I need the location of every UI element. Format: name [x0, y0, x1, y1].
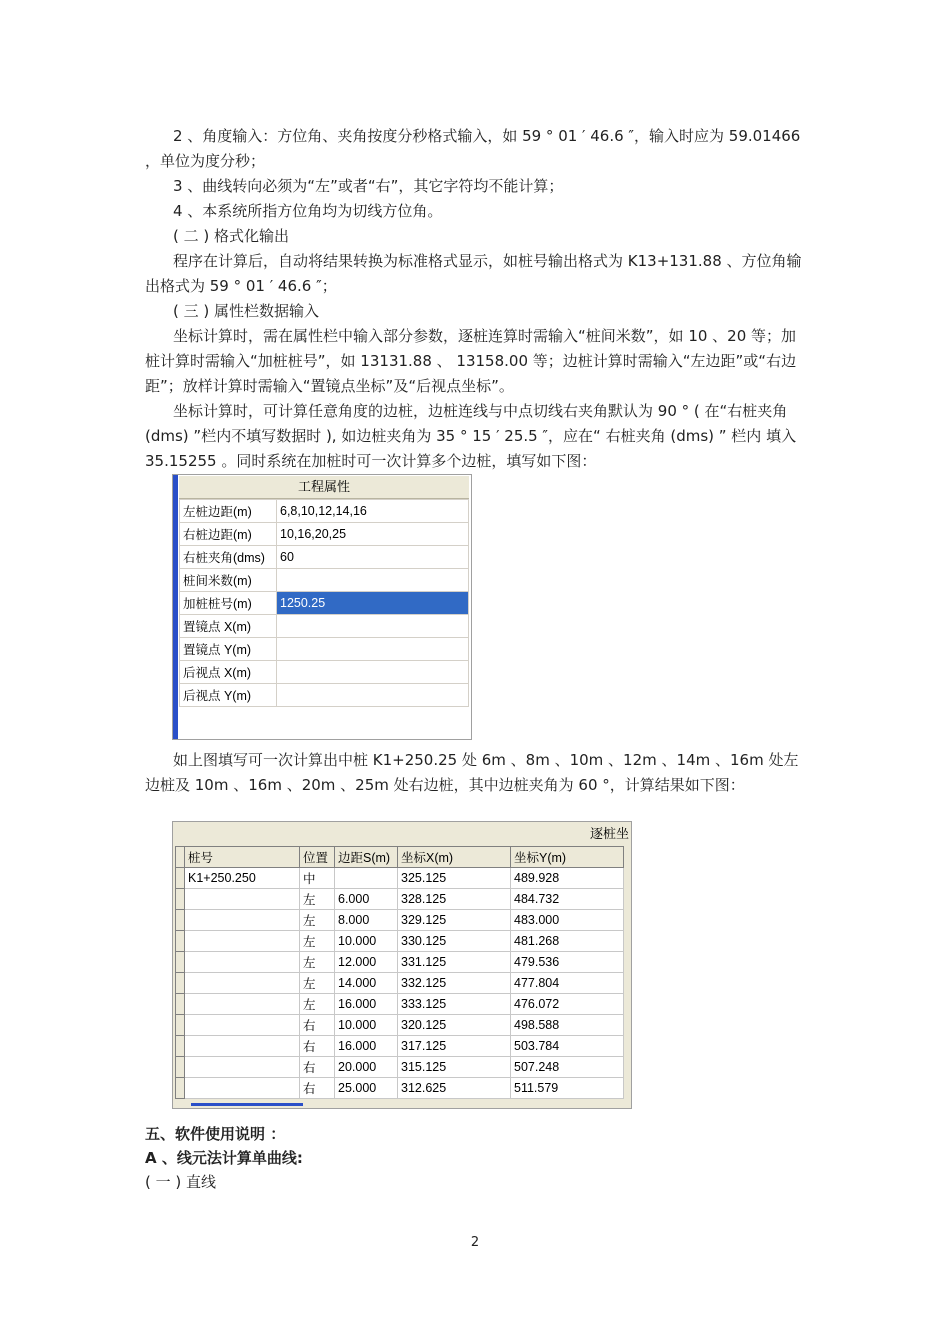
row-selector[interactable] [176, 931, 185, 952]
row-selector[interactable] [176, 952, 185, 973]
heading-property-input: ( 三 ) 属性栏数据输入 [173, 302, 320, 320]
result-table [175, 846, 624, 1099]
paragraph-side-stake: 坐标计算时，可计算任意角度的边桩，边桩连线与中点切线右夹角默认为 90 ° ( 在“右桩夹角 (dms) ”栏内不填写数据时 ), 如边桩夹角为 35 ° 15 ′ 25.5 ″，应在“ 右桩夹角 (dms) ” 栏内 填入 35.15255 。同时系统在加桩时可一次计算多个边桩，填写如下图： [145, 402, 797, 470]
cell-position: 右 [300, 1015, 335, 1036]
row-selector[interactable] [176, 1015, 185, 1036]
property-value[interactable]: 6,8,10,12,14,16 [277, 500, 469, 523]
cell-stake [185, 889, 300, 910]
table-row[interactable] [176, 1015, 624, 1036]
cell-y: 507.248 [511, 1057, 624, 1078]
property-value[interactable] [277, 638, 469, 661]
heading-software-usage: 五、软件使用说明 ： [145, 1125, 286, 1143]
row-selector[interactable] [176, 910, 185, 931]
property-row[interactable] [180, 569, 469, 592]
property-value[interactable] [277, 661, 469, 684]
table-row[interactable] [176, 994, 624, 1015]
table-row[interactable] [176, 910, 624, 931]
heading-format-output: ( 二 ) 格式化输出 [173, 227, 290, 245]
grid-title: 逐桩坐 [589, 826, 629, 841]
panel-selection-bar [173, 475, 178, 739]
row-selector[interactable] [176, 889, 185, 910]
column-header-position[interactable]: 位置 [300, 847, 335, 868]
cell-offset: 10.000 [335, 931, 398, 952]
property-key: 右桩夹角(dms) [180, 546, 277, 569]
property-value[interactable]: 1250.25 [277, 592, 469, 615]
stake-coordinate-grid [172, 821, 632, 1109]
column-header-offset[interactable]: 边距S(m) [335, 847, 398, 868]
cell-position: 中 [300, 868, 335, 889]
property-row[interactable] [180, 661, 469, 684]
cell-offset: 16.000 [335, 994, 398, 1015]
grid-scroll-indicator [191, 1103, 303, 1106]
property-value[interactable]: 60 [277, 546, 469, 569]
cell-x: 329.125 [398, 910, 511, 931]
cell-position: 右 [300, 1036, 335, 1057]
cell-offset: 12.000 [335, 952, 398, 973]
cell-position: 左 [300, 889, 335, 910]
column-header-stake[interactable]: 桩号 [185, 847, 300, 868]
property-key: 置镜点 X(m) [180, 615, 277, 638]
property-key: 桩间米数(m) [180, 569, 277, 592]
paragraph-property-input: 坐标计算时，需在属性栏中输入部分参数，逐桩连算时需输入“桩间米数”，如 10 、20 等；加桩计算时需输入“加桩桩号”，如 13131.88 、 13158.00 等；边桩计算时需输入“左边距”或“右边距”；放样计算时需输入“置镜点坐标”及“后视点坐标”。 [145, 327, 797, 395]
cell-stake [185, 1036, 300, 1057]
cell-x: 332.125 [398, 973, 511, 994]
cell-stake [185, 910, 300, 931]
property-row[interactable] [180, 592, 469, 615]
cell-x: 331.125 [398, 952, 511, 973]
cell-y: 477.804 [511, 973, 624, 994]
property-row[interactable] [180, 523, 469, 546]
paragraph-azimuth-note: 4 、本系统所指方位角均为切线方位角。 [173, 202, 443, 220]
heading-line-element-method: A 、线元法计算单曲线: [145, 1149, 303, 1167]
property-key: 后视点 Y(m) [180, 684, 277, 707]
property-table [179, 499, 469, 707]
cell-offset: 25.000 [335, 1078, 398, 1099]
property-value[interactable] [277, 684, 469, 707]
table-row[interactable] [176, 889, 624, 910]
cell-offset: 10.000 [335, 1015, 398, 1036]
cell-x: 312.625 [398, 1078, 511, 1099]
cell-offset: 14.000 [335, 973, 398, 994]
property-key: 后视点 X(m) [180, 661, 277, 684]
row-selector[interactable] [176, 994, 185, 1015]
property-key: 置镜点 Y(m) [180, 638, 277, 661]
row-selector[interactable] [176, 973, 185, 994]
result-header-row [176, 847, 624, 868]
cell-position: 左 [300, 910, 335, 931]
cell-stake [185, 1078, 300, 1099]
cell-x: 315.125 [398, 1057, 511, 1078]
cell-stake [185, 952, 300, 973]
cell-x: 325.125 [398, 868, 511, 889]
cell-position: 左 [300, 973, 335, 994]
table-row[interactable] [176, 1078, 624, 1099]
heading-straight-line: ( 一 ) 直线 [145, 1173, 217, 1191]
cell-y: 481.268 [511, 931, 624, 952]
paragraph-result-explanation: 如上图填写可一次计算出中桩 K1+250.25 处 6m 、8m 、10m 、12m 、14m 、16m 处左边桩及 10m 、16m 、20m 、25m 处右边桩，其中边桩夹角为 60 °，计算结果如下图： [145, 751, 799, 794]
cell-offset [335, 868, 398, 889]
property-row[interactable] [180, 615, 469, 638]
row-selector-header [176, 847, 185, 868]
property-row[interactable] [180, 500, 469, 523]
paragraph-angle-input: 2 、角度输入：方位角、夹角按度分秒格式输入，如 59 ° 01 ′ 46.6 ″，输入时应为 59.01466 ，单位为度分秒； [145, 127, 801, 170]
cell-y: 479.536 [511, 952, 624, 973]
property-key: 左桩边距(m) [180, 500, 277, 523]
property-value[interactable] [277, 615, 469, 638]
property-row[interactable] [180, 546, 469, 569]
table-row[interactable] [176, 868, 624, 889]
cell-x: 333.125 [398, 994, 511, 1015]
cell-offset: 20.000 [335, 1057, 398, 1078]
property-key: 加桩桩号(m) [180, 592, 277, 615]
cell-offset: 8.000 [335, 910, 398, 931]
property-panel-title: 工程属性 [179, 476, 469, 499]
paragraph-curve-direction: 3 、曲线转向必须为“左”或者“右”，其它字符均不能计算； [173, 177, 564, 195]
cell-y: 489.928 [511, 868, 624, 889]
cell-y: 503.784 [511, 1036, 624, 1057]
column-header-x[interactable]: 坐标X(m) [398, 847, 511, 868]
cell-stake [185, 1015, 300, 1036]
cell-stake [185, 973, 300, 994]
cell-y: 511.579 [511, 1078, 624, 1099]
cell-x: 330.125 [398, 931, 511, 952]
table-row[interactable] [176, 931, 624, 952]
table-row[interactable] [176, 973, 624, 994]
cell-position: 右 [300, 1057, 335, 1078]
cell-position: 右 [300, 1078, 335, 1099]
cell-stake [185, 994, 300, 1015]
cell-offset: 16.000 [335, 1036, 398, 1057]
table-row[interactable] [176, 1057, 624, 1078]
table-row[interactable] [176, 952, 624, 973]
project-property-panel [172, 474, 472, 740]
cell-y: 484.732 [511, 889, 624, 910]
property-value[interactable] [277, 569, 469, 592]
property-value[interactable]: 10,16,20,25 [277, 523, 469, 546]
cell-y: 498.588 [511, 1015, 624, 1036]
cell-x: 328.125 [398, 889, 511, 910]
table-row[interactable] [176, 1036, 624, 1057]
row-selector[interactable] [176, 1078, 185, 1099]
row-selector[interactable] [176, 1036, 185, 1057]
cell-position: 左 [300, 931, 335, 952]
cell-stake [185, 1057, 300, 1078]
property-key: 右桩边距(m) [180, 523, 277, 546]
cell-position: 左 [300, 994, 335, 1015]
column-header-y[interactable]: 坐标Y(m) [511, 847, 624, 868]
page-number: 2 [470, 1235, 480, 1250]
cell-x: 320.125 [398, 1015, 511, 1036]
cell-x: 317.125 [398, 1036, 511, 1057]
cell-position: 左 [300, 952, 335, 973]
cell-stake: K1+250.250 [185, 868, 300, 889]
cell-offset: 6.000 [335, 889, 398, 910]
paragraph-format-output: 程序在计算后，自动将结果转换为标准格式显示，如桩号输出格式为 K13+131.88 、方位角输出格式为 59 ° 01 ′ 46.6 ″； [145, 252, 802, 295]
cell-y: 476.072 [511, 994, 624, 1015]
row-selector[interactable] [176, 1057, 185, 1078]
property-row[interactable] [180, 684, 469, 707]
cell-y: 483.000 [511, 910, 624, 931]
property-row[interactable] [180, 638, 469, 661]
cell-stake [185, 931, 300, 952]
row-selector[interactable] [176, 868, 185, 889]
